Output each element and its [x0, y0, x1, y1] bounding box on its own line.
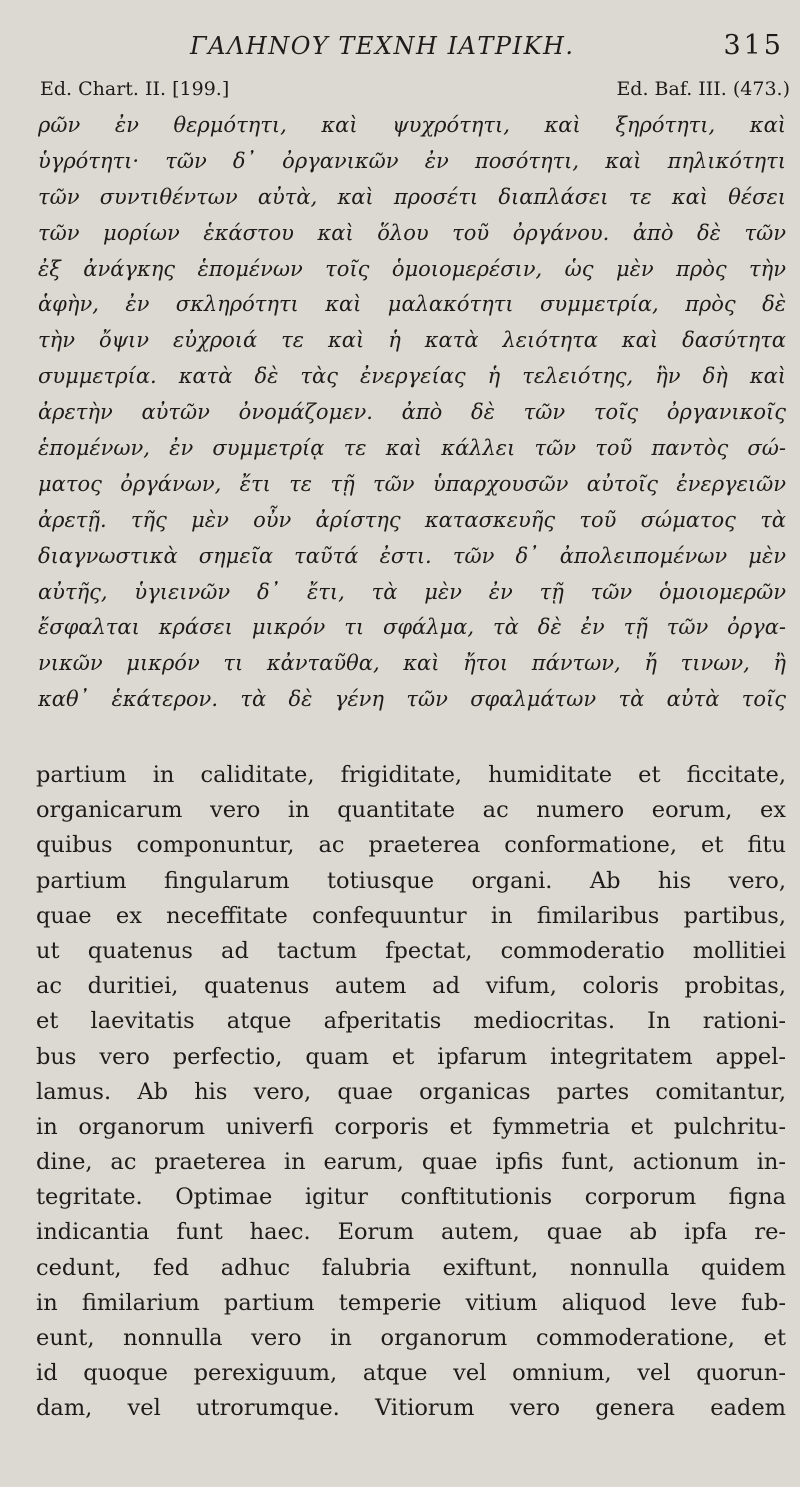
edition-reference-line [0, 76, 800, 106]
latin-line: et laevitatis atque afperitatis mediocritas. In rationi- [36, 1008, 786, 1035]
edition-basel-reference: Ed. Baf. III. (473.) [616, 78, 790, 100]
latin-line: quibus componuntur, ac praeterea conformatione, et fitu [36, 832, 786, 859]
latin-line: lamus. Ab his vero, quae organicas partes comitantur, [36, 1078, 786, 1105]
latin-line: organicarum vero in quantitate ac numero eorum, ex [36, 797, 786, 824]
page-number: 315 [723, 30, 784, 61]
greek-line: ματος ὀργάνων, ἔτι τε τῇ τῶν ὑπαρχουσῶν αὐτοῖς ἐνεργειῶν [38, 471, 786, 496]
latin-line: tegritate. Optimae igitur conftitutionis corporum figna [36, 1184, 786, 1211]
running-head [0, 28, 800, 68]
latin-line: id quoque perexiguum, atque vel omnium, vel quorun- [36, 1360, 786, 1387]
latin-line: dine, ac praeterea in earum, quae ipfis funt, actionum in- [36, 1149, 786, 1176]
greek-text-block [38, 108, 786, 718]
greek-line: καθ᾽ ἑκάτερον. τὰ δὲ γένη τῶν σφαλμάτων τὰ αὐτὰ τοῖς [38, 687, 786, 712]
greek-line: ἀρετὴν αὐτῶν ὀνομάζομεν. ἀπὸ δὲ τῶν τοῖς ὀργανικοῖς [38, 400, 786, 425]
latin-line: quae ex neceffitate confequuntur in fimilaribus partibus, [36, 902, 786, 929]
latin-line: indicantia funt haec. Eorum autem, quae ab ipfa re- [36, 1219, 786, 1246]
greek-line: νικῶν μικρόν τι κἀνταῦθα, καὶ ἤτοι πάντων, ἤ τινων, ἢ [38, 651, 786, 676]
greek-line: διαγνωστικὰ σημεῖα ταῦτά ἐστι. τῶν δ᾽ ἀπολειπομένων μὲν [38, 543, 786, 568]
greek-line: ἐξ ἀνάγκης ἑπομένων τοῖς ὁμοιομερέσιν, ὡς μὲν πρὸς τὴν [38, 256, 786, 281]
running-title: ΓΑΛΗΝΟΥ ΤΕΧΝΗ ΙΑΤΡΙΚΗ. [190, 32, 575, 60]
latin-line: ut quatenus ad tactum fpectat, commoderatio mollitiei [36, 937, 786, 964]
greek-line: συμμετρία. κατὰ δὲ τὰς ἐνεργείας ἡ τελειότης, ἣν δὴ καὶ [38, 364, 786, 389]
greek-line: ἀρετῇ. τῆς μὲν οὖν ἀρίστης κατασκευῆς τοῦ σώματος τὰ [38, 507, 786, 532]
latin-line: dam, vel utrorumque. Vitiorum vero genera eadem [36, 1395, 786, 1422]
latin-line: partium in caliditate, frigiditate, humiditate et ficcitate, [36, 762, 786, 788]
greek-line: ἑπομένων, ἐν συμμετρίᾳ τε καὶ κάλλει τῶν τοῦ παντὸς σώ- [38, 436, 786, 461]
greek-line: τῶν συντιθέντων αὐτὰ, καὶ προσέτι διαπλάσει τε καὶ θέσει [38, 184, 786, 209]
latin-translation-block [36, 758, 786, 1427]
greek-line: αὐτῆς, ὑγιεινῶν δ᾽ ἔτι, τὰ μὲν ἐν τῇ τῶν ὁμοιομερῶν [38, 579, 786, 604]
latin-line: in fimilarium partium temperie vitium aliquod leve fub- [36, 1289, 786, 1316]
latin-line: in organorum univerfi corporis et fymmetria et pulchritu- [36, 1113, 786, 1140]
latin-line: ac duritiei, quatenus autem ad vifum, coloris probitas, [36, 973, 786, 1000]
latin-line: bus vero perfectio, quam et ipfarum integritatem appel- [36, 1043, 786, 1070]
latin-line: eunt, nonnulla vero in organorum commoderatione, et [36, 1325, 786, 1351]
edition-chart-reference: Ed. Chart. II. [199.] [40, 78, 230, 100]
greek-line: τὴν ὄψιν εὐχροιά τε καὶ ἡ κατὰ λειότητα καὶ δασύτητα [38, 328, 786, 353]
latin-line: cedunt, fed adhuc falubria exiftunt, nonnulla quidem [36, 1254, 786, 1281]
greek-line: ἔσφαλται κράσει μικρόν τι σφάλμα, τὰ δὲ ἐν τῇ τῶν ὀργα- [38, 615, 786, 640]
greek-line: ρῶν ἐν θερμότητι, καὶ ψυχρότητι, καὶ ξηρότητι, καὶ [38, 113, 786, 137]
greek-line: ἁφὴν, ἐν σκληρότητι καὶ μαλακότητι συμμετρία, πρὸς δὲ [38, 292, 786, 317]
greek-line: ὑγρότητι· τῶν δ᾽ ὀργανικῶν ἐν ποσότητι, καὶ πηλικότητι [38, 148, 786, 173]
latin-line: partium fingularum totiusque organi. Ab his vero, [36, 867, 786, 894]
greek-line: τῶν μορίων ἑκάστου καὶ ὅλου τοῦ ὀργάνου. ἀπὸ δὲ τῶν [38, 220, 786, 245]
